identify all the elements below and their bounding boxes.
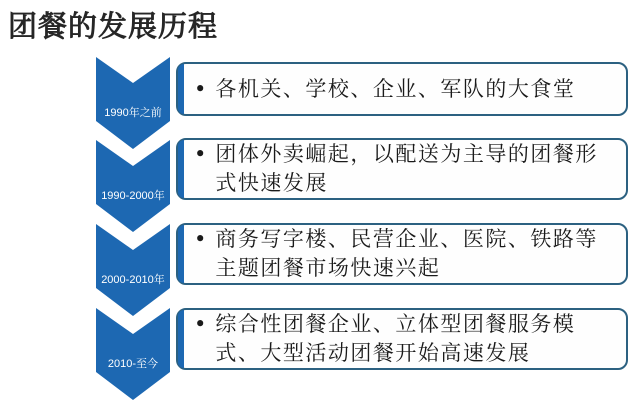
- bullet-icon: •: [194, 227, 207, 251]
- timeline-arrow-3: [96, 224, 170, 316]
- timeline-box-1: [176, 62, 628, 116]
- timeline-arrow-2: [96, 140, 170, 232]
- period-label: 1990年之前: [104, 106, 162, 119]
- box-accent-bar: [178, 140, 184, 198]
- period-description: 团体外卖崛起，以配送为主导的团餐形式快速发展: [215, 142, 598, 195]
- period-description: 综合性团餐企业、立体型团餐服务模式、大型活动团餐开始高速发展: [215, 312, 576, 365]
- timeline-box-4: [176, 308, 628, 370]
- box-content: [194, 310, 618, 368]
- period-label: 2000-2010年: [101, 273, 165, 286]
- timeline-arrow-1: [96, 57, 170, 149]
- period-description: 各机关、学校、企业、军队的大食堂: [215, 76, 576, 101]
- bullet-icon: •: [194, 76, 207, 101]
- period-label: 1990-2000年: [101, 189, 165, 202]
- box-accent-bar: [178, 225, 184, 283]
- box-content: [194, 140, 618, 198]
- box-content: [194, 225, 618, 283]
- box-accent-bar: [178, 64, 184, 114]
- timeline-box-3: [176, 223, 628, 285]
- period-description: 商务写字楼、民营企业、医院、铁路等主题团餐市场快速兴起: [215, 227, 598, 280]
- bullet-icon: •: [194, 142, 207, 166]
- timeline-box-2: [176, 138, 628, 200]
- bullet-icon: •: [194, 312, 207, 336]
- page-title: 团餐的发展历程: [8, 11, 219, 43]
- chevron-down-icon: [96, 57, 170, 149]
- box-content: [194, 64, 618, 114]
- box-accent-bar: [178, 310, 184, 368]
- chevron-down-icon: [96, 140, 170, 232]
- timeline-arrow-4: [96, 308, 170, 400]
- chevron-down-icon: [96, 308, 170, 400]
- chevron-down-icon: [96, 224, 170, 316]
- period-label: 2010-至今: [107, 357, 159, 370]
